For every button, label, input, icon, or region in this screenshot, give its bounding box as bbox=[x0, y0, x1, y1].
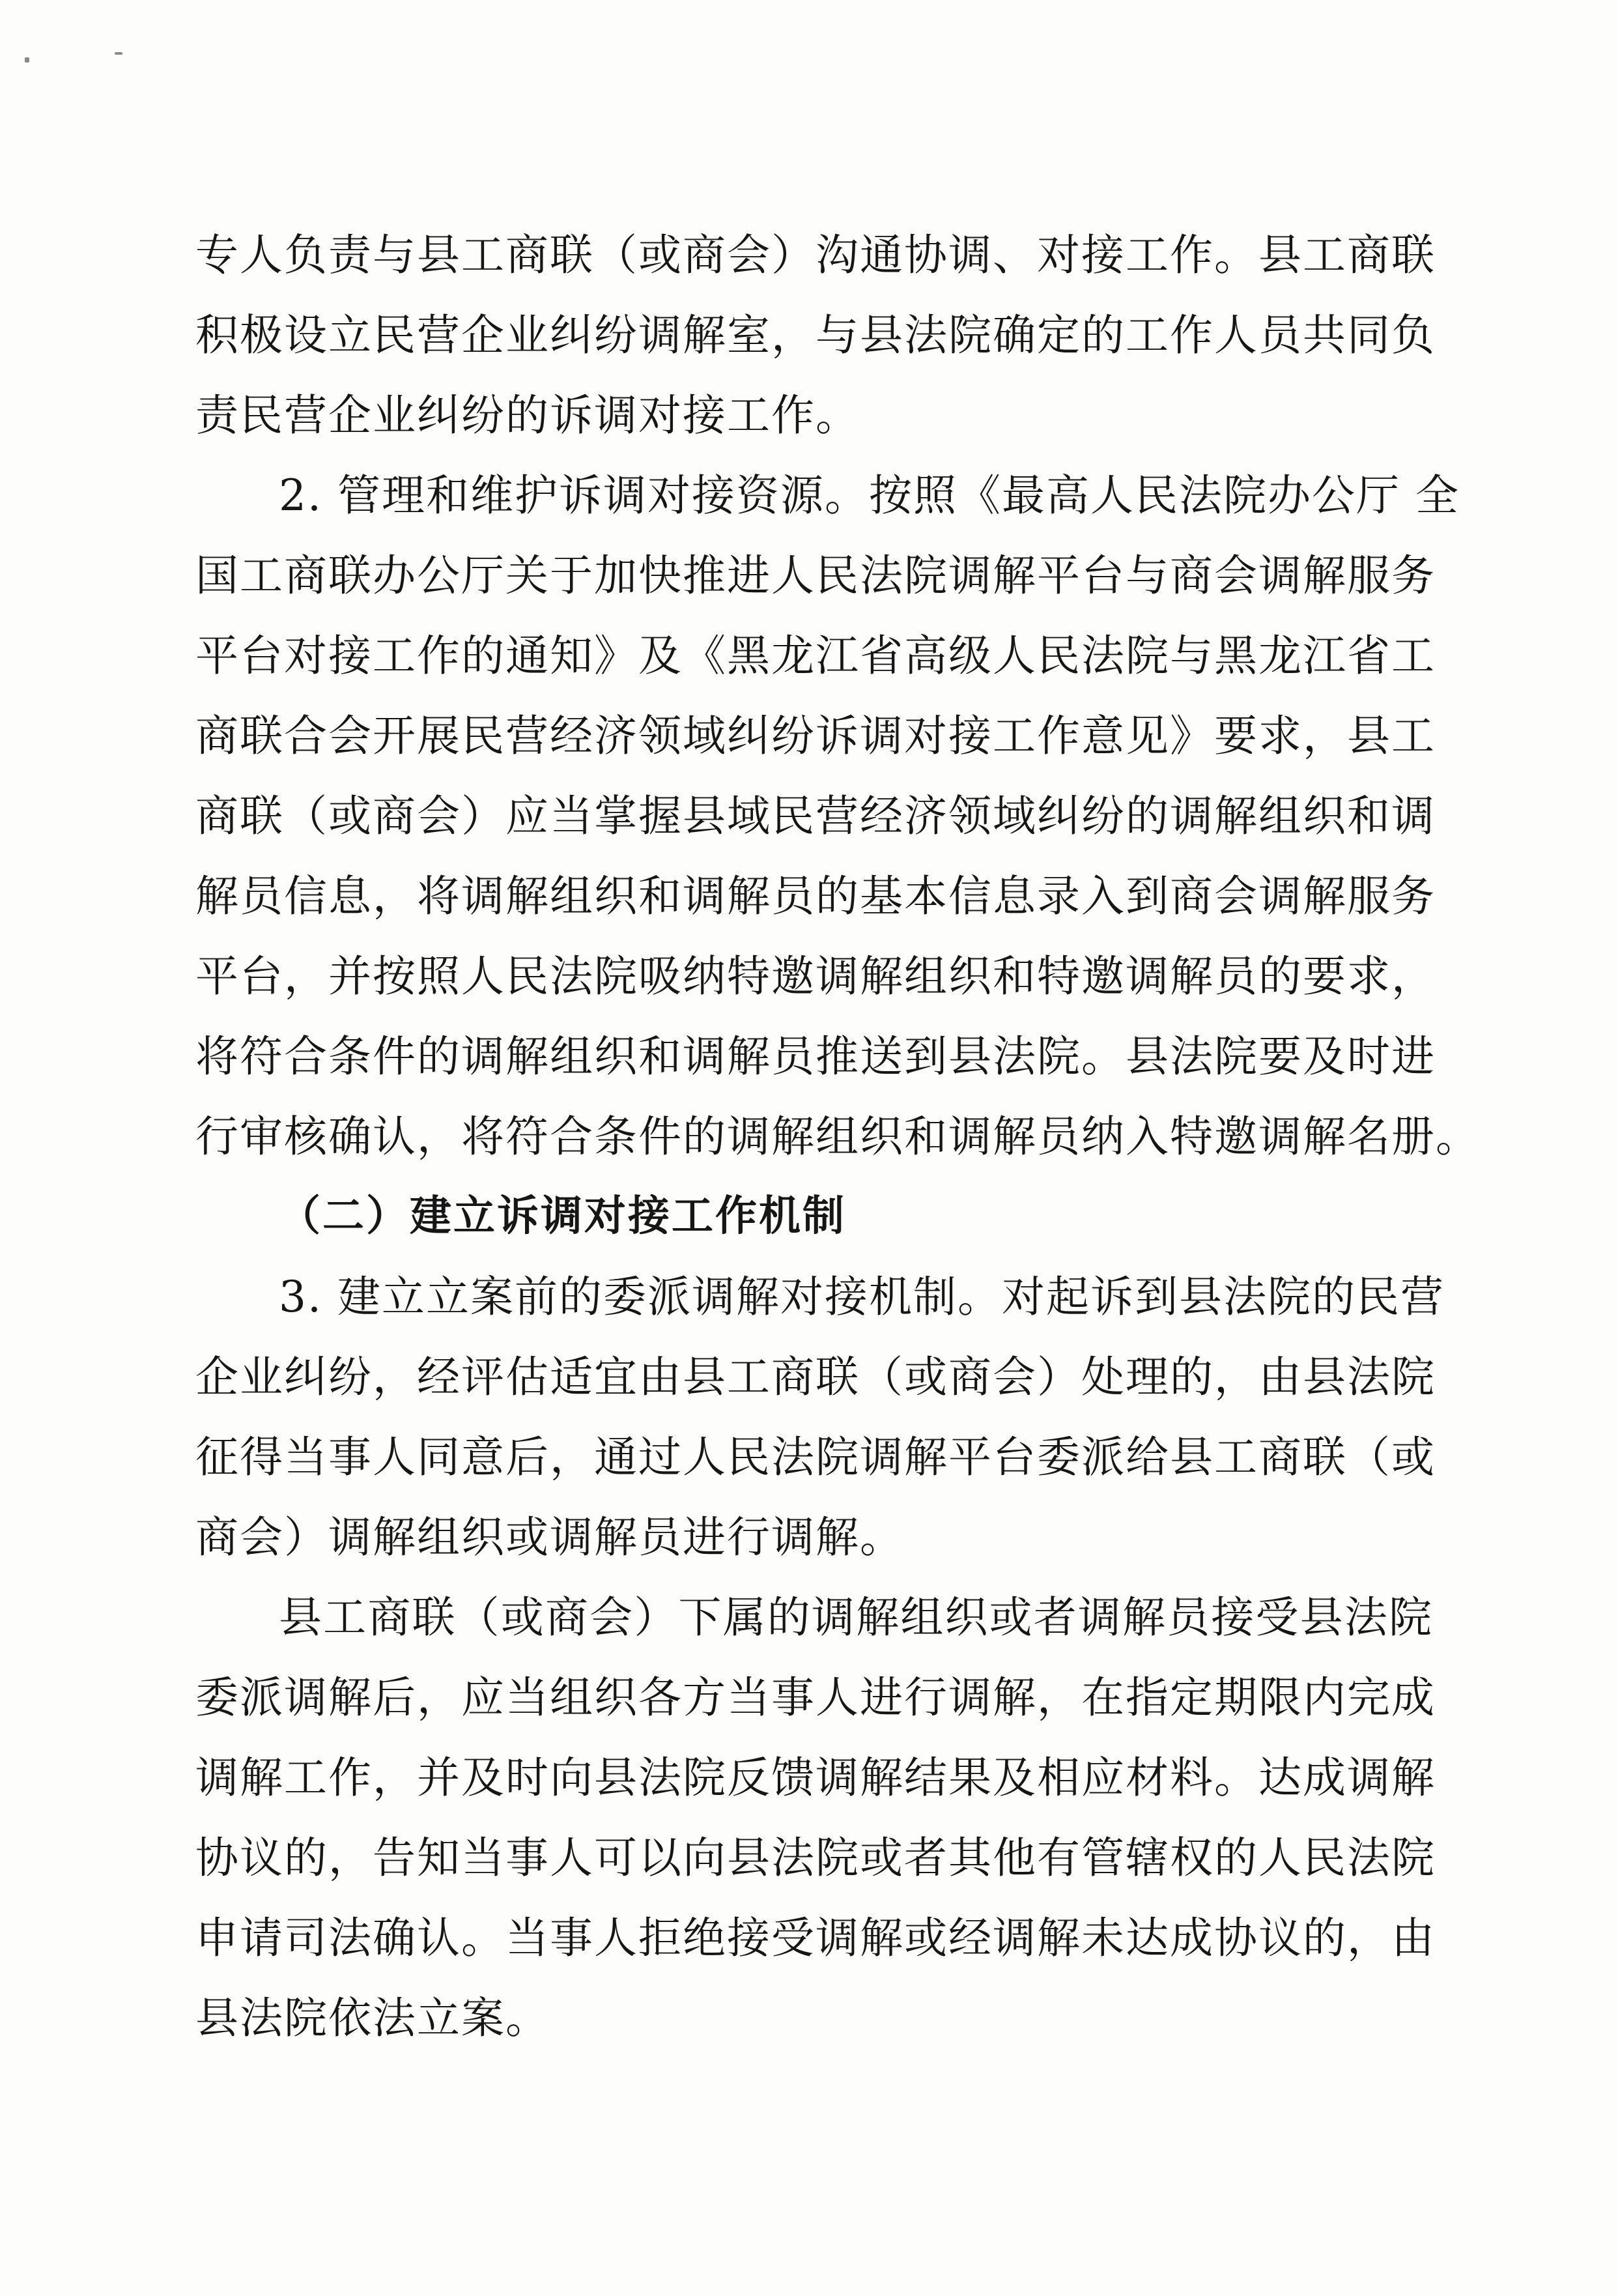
paragraph-line: 申请司法确认。当事人拒绝接受调解或经调解未达成协议的，由 bbox=[195, 1913, 1436, 1963]
scan-speck bbox=[115, 52, 122, 55]
paragraph-line: 3. 建立立案前的委派调解对接机制。对起诉到县法院的民营 bbox=[279, 1272, 1445, 1322]
paragraph-line: 2. 管理和维护诉调对接资源。按照《最高人民法院办公厅 全 bbox=[279, 470, 1460, 521]
paragraph-line: 商会）调解组织或调解员进行调解。 bbox=[195, 1512, 904, 1562]
paragraph-line: 县工商联（或商会）下属的调解组织或者调解员接受县法院 bbox=[279, 1592, 1433, 1643]
paragraph-line: 解员信息，将调解组织和调解员的基本信息录入到商会调解服务 bbox=[195, 871, 1436, 921]
scan-speck bbox=[25, 57, 29, 63]
paragraph-line: 平台对接工作的通知》及《黑龙江省高级人民法院与黑龙江省工 bbox=[195, 631, 1436, 681]
section-heading: （二）建立诉调对接工作机制 bbox=[279, 1192, 846, 1241]
paragraph-line: 企业纠纷，经评估适宜由县工商联（或商会）处理的，由县法院 bbox=[195, 1352, 1436, 1402]
body-text bbox=[195, 215, 1480, 2058]
paragraph-line: 责民营企业纠纷的诉调对接工作。 bbox=[195, 390, 860, 440]
paragraph-line: 商联合会开展民营经济领域纠纷诉调对接工作意见》要求，县工 bbox=[195, 711, 1436, 761]
paragraph-line: 专人负责与县工商联（或商会）沟通协调、对接工作。县工商联 bbox=[195, 230, 1436, 280]
paragraph-line: 行审核确认，将符合条件的调解组织和调解员纳入特邀调解名册。 bbox=[195, 1112, 1480, 1162]
paragraph-line: 平台，并按照人民法院吸纳特邀调解组织和特邀调解员的要求， bbox=[195, 951, 1436, 1001]
paragraph-line: 调解工作，并及时向县法院反馈调解结果及相应材料。达成调解 bbox=[195, 1753, 1436, 1803]
paragraph-line: 将符合条件的调解组织和调解员推送到县法院。县法院要及时进 bbox=[195, 1031, 1436, 1082]
paragraph-line: 协议的，告知当事人可以向县法院或者其他有管辖权的人民法院 bbox=[195, 1833, 1436, 1883]
paragraph-line: 委派调解后，应当组织各方当事人进行调解，在指定期限内完成 bbox=[195, 1672, 1436, 1723]
paragraph-line: 积极设立民营企业纠纷调解室，与县法院确定的工作人员共同负 bbox=[195, 310, 1436, 360]
paragraph-line: 征得当事人同意后，通过人民法院调解平台委派给县工商联（或 bbox=[195, 1432, 1436, 1482]
paragraph-line: 国工商联办公厅关于加快推进人民法院调解平台与商会调解服务 bbox=[195, 551, 1436, 601]
paragraph-line: 商联（或商会）应当掌握县域民营经济领域纠纷的调解组织和调 bbox=[195, 791, 1436, 841]
paragraph-line: 县法院依法立案。 bbox=[195, 1993, 550, 2043]
